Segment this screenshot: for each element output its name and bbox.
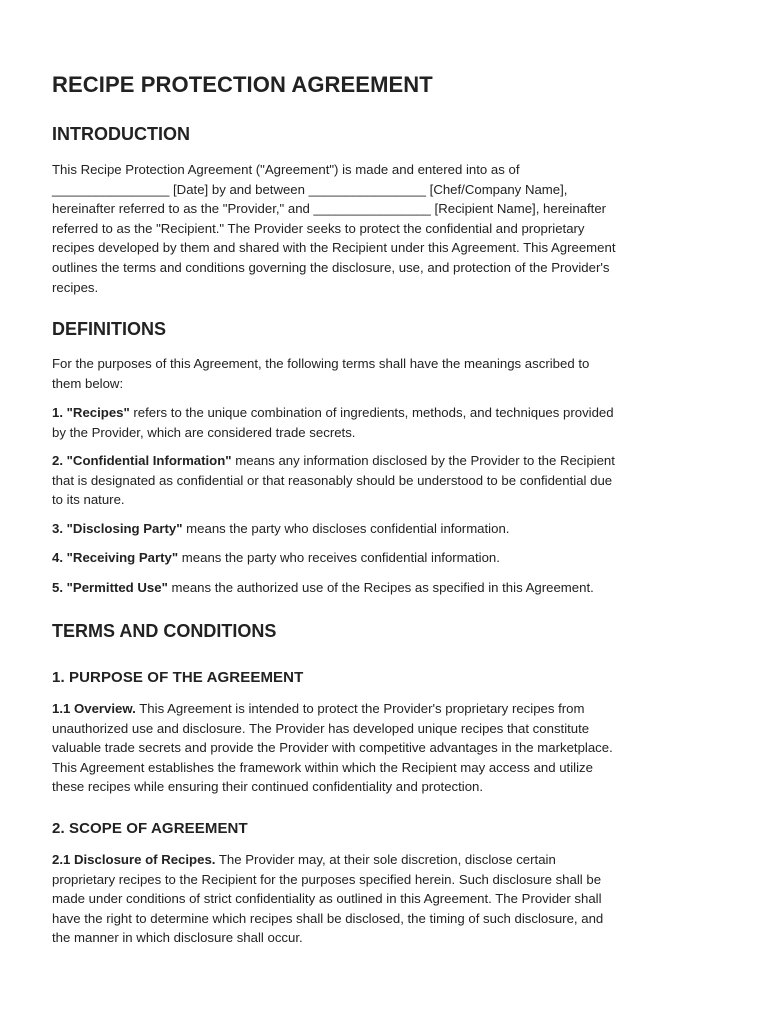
definition-term: 4. "Receiving Party" (52, 550, 179, 565)
document-title: RECIPE PROTECTION AGREEMENT (52, 72, 433, 97)
text-line: referred to as the "Recipient." The Provider seeks to protect the confidential and proprietary (52, 220, 585, 236)
definition-text: means the party who receives confidential information. (178, 550, 500, 565)
clause-label: 2.1 Disclosure of Recipes. (52, 852, 216, 867)
clause-text: The Provider may, at their sole discretion, disclose certain (215, 852, 556, 867)
text-line: have the right to determine which recipes shall be disclosed, the timing of such disclosure, and (52, 910, 604, 926)
text-line: This Recipe Protection Agreement ("Agreement") is made and entered into as of (52, 162, 520, 177)
clause-label: 1.1 Overview. (52, 701, 136, 716)
introduction-heading: INTRODUCTION (52, 124, 190, 144)
text-line: hereinafter referred to as the "Provider," and ________________ [Recipient Name], hereinafter (52, 201, 607, 217)
section-heading-scope: 2. SCOPE OF AGREEMENT (52, 820, 248, 837)
definition-item-receiving-party (52, 548, 718, 568)
definitions-intro (52, 354, 718, 393)
definition-text: means the authorized use of the Recipes as specified in this Agreement. (167, 580, 594, 595)
definition-item-permitted-use (52, 578, 718, 598)
text-line: ________________ [Date] by and between ________________ [Chef/Company Name], (52, 181, 568, 197)
text-line: them below: (52, 375, 124, 391)
text-line: by the Provider, which are considered trade secrets. (52, 424, 356, 440)
definitions-heading: DEFINITIONS (52, 319, 167, 339)
definition-item-confidential-information (52, 451, 718, 510)
definition-item-recipes (52, 403, 718, 442)
definition-text: means any information disclosed by the Provider to the Recipient (231, 453, 615, 468)
definition-term: 1. "Recipes" (52, 405, 130, 420)
text-line: to its nature. (52, 492, 125, 508)
definition-text: means the party who discloses confidential information. (182, 521, 510, 536)
text-line: that is designated as confidential or that reasonably should be understood to be confidential due (52, 472, 613, 488)
text-line: unauthorized use and disclosure. The Provider has developed unique recipes that constitute (52, 720, 590, 736)
definition-term: 3. "Disclosing Party" (52, 521, 183, 536)
definition-item-disclosing-party (52, 519, 718, 539)
text-line: This Agreement establishes the framework within which the Recipient may access and utilize (52, 759, 593, 775)
introduction-paragraph (52, 160, 718, 297)
definition-term: 5. "Permitted Use" (52, 580, 168, 595)
definition-term: 2. "Confidential Information" (52, 453, 232, 468)
text-line: recipes developed by them and shared with the Recipient under this Agreement. This Agreement (52, 240, 616, 256)
text-line: proprietary recipes to the Recipient for the purposes specified herein. Such disclosure shall be (52, 871, 602, 887)
text-line: made under conditions of strict confidentiality as outlined in this Agreement. The Provider shall (52, 891, 602, 907)
section-heading-purpose: 1. PURPOSE OF THE AGREEMENT (52, 669, 304, 686)
text-line: outlines the terms and conditions governing the disclosure, use, and protection of the Provider's (52, 259, 610, 275)
definition-text: refers to the unique combination of ingredients, methods, and techniques provided (129, 405, 614, 420)
terms-heading: TERMS AND CONDITIONS (52, 621, 277, 641)
text-line: valuable trade secrets and provide the Provider with competitive advantages in the marketplace. (52, 740, 613, 756)
clause-overview (52, 699, 718, 797)
clause-disclosure-of-recipes (52, 850, 718, 948)
text-line: For the purposes of this Agreement, the following terms shall have the meanings ascribed to (52, 356, 590, 371)
text-line: these recipes while ensuring their continued confidentiality and protection. (52, 779, 484, 795)
clause-text: This Agreement is intended to protect the Provider's proprietary recipes from (135, 701, 585, 716)
text-line: the manner in which disclosure shall occur. (52, 930, 303, 946)
text-line: recipes. (52, 279, 99, 295)
